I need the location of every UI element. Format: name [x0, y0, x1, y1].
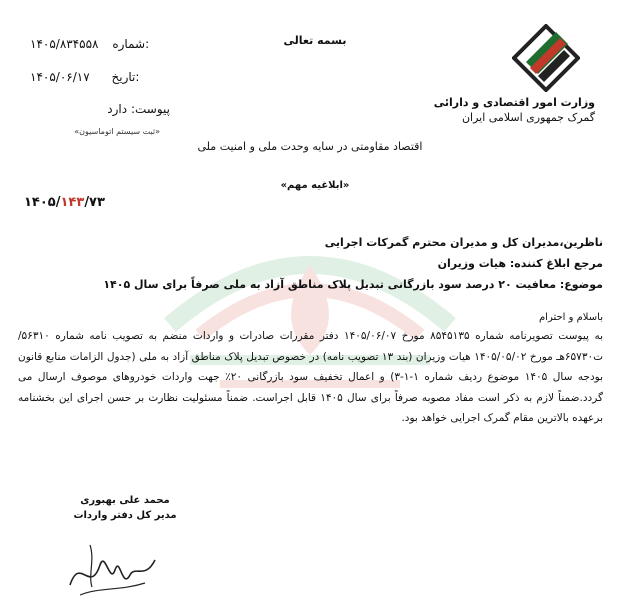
- ministry-name: وزارت امور اقتصادی و دارائی: [433, 96, 595, 109]
- notice-number: [24, 195, 105, 210]
- letter-body: به پیوست تصویرنامه شماره ۸۵۴۵۱۳۵ مورخ ۱۴۰۵/۰۶/۰۷ دفتر مقررات صادرات و واردات منضم به تصویب نامه شماره ۵۶۳۱۰/ت۶۵۷۳۰هـ مورخ ۱۴۰۵/۰۵/۰۲ هیات وزیران (بند ۱۳ تصویب نامه) در خصوص تبدیل پلاک مناطق آزاد به ملی (جدول الزامات منابع قانون بودجه سال ۱۴۰۵ موضوع ردیف شماره ۱-۱-۳) و اعمال تخفیف سود بازرگانی ۲۰٪ جهت واردات خودروهای موصوف ارسال می گردد.ضمناً لازم به ذکر است مفاد مصوبه صرفاً برای سال ۱۴۰۵ قابل اجراست. ضمناً مسئولیت نظارت بر حسن اجرای این بخشنامه برعهده بالاترین مقام گمرک اجرایی خواهد بود.: [18, 330, 604, 424]
- greeting: باسلام و احترام: [538, 312, 603, 323]
- customs-logo: [512, 24, 580, 92]
- letter-date: [30, 70, 170, 84]
- system-note: «ثبت سیستم اتوماسیون»: [74, 127, 160, 136]
- handwritten-signature: [60, 525, 160, 605]
- letter-date-label: تاریخ:: [111, 70, 140, 84]
- invocation: بسمه تعالی: [283, 34, 347, 47]
- letter-date-value: ۱۴۰۵/۰۶/۱۷: [30, 70, 90, 84]
- slogan: اقتصاد مقاومتی در سایه وحدت ملی و امنیت ملی: [197, 140, 423, 153]
- letter-number-label: شماره:: [112, 37, 150, 51]
- letter-attachment: [60, 102, 170, 116]
- notice-number-series: ۱۴۳: [60, 195, 85, 210]
- signer-title: مدیر کل دفتر واردات: [73, 510, 177, 521]
- notice-label: «ابلاغیه مهم»: [280, 180, 350, 191]
- subject: موضوع: معافیت ۲۰ درصد سود بازرگانی تبدیل پلاک مناطق آزاد به ملی صرفاً برای سال ۱۴۰۵: [103, 278, 603, 291]
- organization-name: گمرک جمهوری اسلامی ایران: [461, 111, 595, 124]
- signer-name: محمد علی بهبوری: [80, 495, 170, 506]
- notice-number-year: ۱۴۰۵/: [24, 195, 61, 210]
- notice-number-index: /۷۳: [84, 195, 105, 210]
- letter-number: [30, 37, 170, 51]
- recipients: ناظرین،مدیران کل و مدیران محترم گمرکات اجرایی: [324, 236, 603, 249]
- issuer: مرجع ابلاغ کننده: هیات وزیران: [437, 257, 603, 270]
- letter-attachment-value: دارد: [107, 102, 128, 116]
- letter-number-value: ۱۴۰۵/۸۳۴۵۵۸: [30, 37, 99, 51]
- letter-attachment-label: پیوست:: [130, 102, 170, 116]
